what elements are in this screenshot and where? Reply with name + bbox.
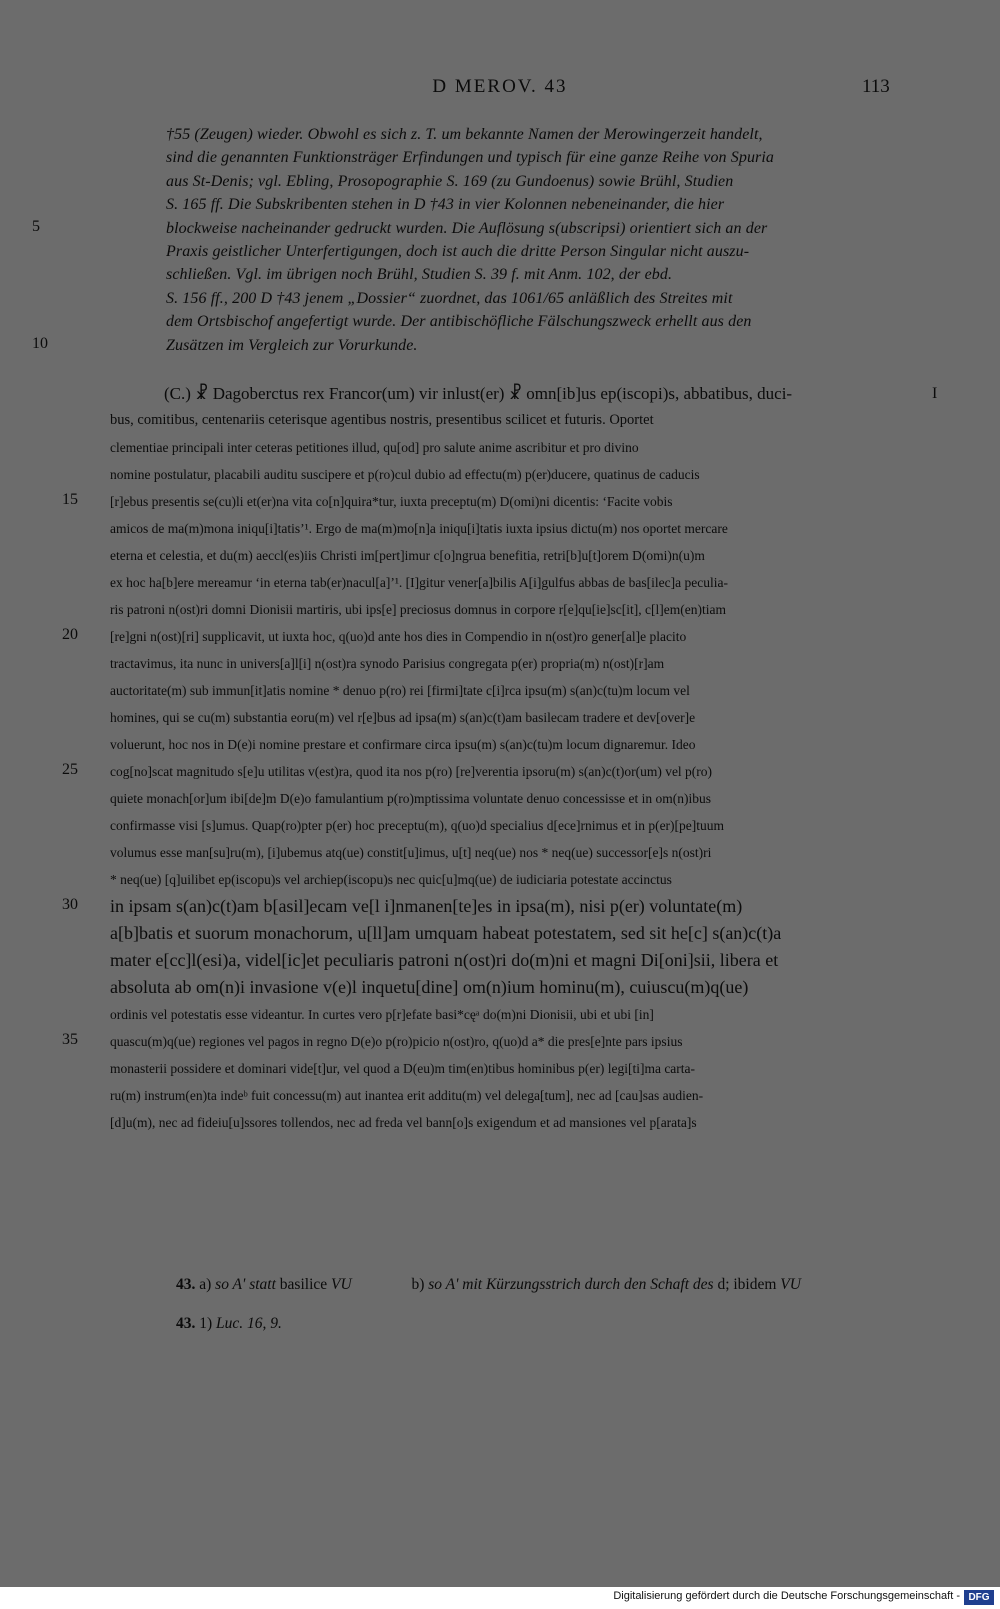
- charter-line: bus, comitibus, centenariis ceterisque agentibus nostris, presentibus scilicet et futuris. Oportet: [110, 412, 654, 428]
- charter-line: voluerunt, hoc nos in D(e)i nomine prestare et confirmare circa ipsu(m) s(an)c(tu)m locum dignaremur. Ideo: [110, 737, 696, 752]
- line-number: 5: [32, 217, 40, 235]
- line-number: 20: [62, 626, 78, 643]
- line-number: 30: [62, 896, 78, 913]
- charter-line: homines, qui se cu(m) substantia eoru(m) vel r[e]bus ad ipsa(m) s(an)c(t)am basilecam tradere et dev[over]e: [110, 710, 696, 725]
- running-title: D MEROV. 43: [432, 76, 568, 97]
- footnote-b-text: d; ibidem: [717, 1276, 777, 1293]
- commentary-line: aus St-Denis; vgl. Ebling, Prosopographie S. 169 (zu Gundoenus) sowie Brühl, Studien: [166, 172, 734, 190]
- charter-line: nomine postulatur, placabili auditu suscipere et p(ro)cul dubio ad effectu(m) p(er)ducere, quatinus de caducis: [110, 467, 700, 482]
- footnote-letter-b: b): [411, 1276, 425, 1293]
- charter-line: cog[no]scat magnitudo s[e]u utilitas v(est)ra, quod ita nos p(ro) [re]verentia ipsoru(m) s(an)c(t)or(um) vel p(ro): [110, 764, 713, 779]
- credit-bar: [0, 1587, 1000, 1609]
- footnote-a-witness: VU: [331, 1276, 352, 1293]
- commentary-line: Praxis geistlicher Unterfertigungen, doch ist auch die dritte Person Singular nicht auszu-: [166, 243, 750, 260]
- charter-line: confirmasse visi [s]umus. Quap(ro)pter p(er) hoc preceptu(m), q(uo)d specialius d[ece]rnimus et in p(er)[pe]tuum: [110, 818, 725, 833]
- footnote-b-witness: VU: [780, 1276, 801, 1293]
- charter-line: mater e[cc]l(esi)a, videl[ic]et peculiaris patroni n(ost)ri do(m)ni et magni Di[oni]sii, libera et: [110, 950, 779, 970]
- line-number: 15: [62, 491, 78, 508]
- credit-text: Digitalisierung gefördert durch die Deutsche Forschungsgemeinschaft -: [613, 1590, 960, 1602]
- margin-mark: I: [932, 385, 938, 402]
- footnote-source-text: Luc. 16, 9.: [216, 1315, 282, 1332]
- charter-line: eterna et celestia, et du(m) aeccl(es)iis Christi im[pert]imur c[o]ngrua benefitia, retri[b]u[t]orem D(omi)n(u)m: [110, 548, 705, 563]
- footnote-b-italic: so A' mit Kürzungsstrich durch den Schaft des: [428, 1276, 714, 1293]
- charter-line: [r]ebus presentis se(cu)li et(er)na vita co[n]quira*tur, iuxta preceptu(m) D(omi)ni dicentis: ‘Facite vobis: [110, 494, 673, 509]
- charter-line: clementiae principali inter ceteras petitiones illud, qu[od] pro salute anime ascribitur et pro divino: [110, 440, 639, 455]
- charter-line: quascu(m)q(ue) regiones vel pagos in regno D(e)o p(ro)picio n(ost)ro, q(uo)d a* die pres[e]nte pars ipsius: [110, 1034, 683, 1049]
- commentary-line: Zusätzen im Vergleich zur Vorurkunde.: [166, 336, 418, 354]
- line-number: 10: [32, 334, 48, 352]
- charter-line: monasterii possidere et dominari vide[t]ur, vel quod a D(eu)m tim(en)tibus hominibus p(er) legi[ti]ma carta-: [110, 1061, 696, 1076]
- footnote-label: 43.: [176, 1276, 196, 1293]
- charter-line: in ipsam s(an)c(t)am b[asil]ecam ve[l i]nmanen[te]es in ipsa(m), nisi p(er) voluntate(m): [110, 896, 743, 916]
- commentary-line: dem Ortsbischof angefertigt wurde. Der antibischöfliche Fälschungszweck erhellt aus den: [166, 313, 752, 331]
- footnote-number: 1): [199, 1315, 213, 1332]
- charter-line: * neq(ue) [q]uilibet ep(iscopu)s vel archiep(iscopu)s nec quic[u]mq(ue) de iudiciaria potestate accinctus: [110, 872, 672, 887]
- footnote-a-text: basilice: [279, 1276, 328, 1293]
- commentary-line: †55 (Zeugen) wieder. Obwohl es sich z. T. um bekannte Namen der Merowingerzeit handelt,: [166, 126, 763, 143]
- footnote-letter-a: a): [199, 1276, 212, 1293]
- footnote-label: 43.: [176, 1315, 196, 1332]
- commentary-line: sind die genannten Funktionsträger Erfindungen und typisch für eine ganze Reihe von Spuria: [166, 149, 775, 167]
- charter-line: quiete monach[or]um ibi[de]m D(e)o famulantium p(ro)mptissima voluntate denuo concessisse et in om(n)ibus: [110, 791, 711, 806]
- charter-line: [re]gni n(ost)[ri] supplicavit, ut iuxta hoc, q(uo)d ante hos dies in Compendio in n(ost)ro gener[al]e placito: [110, 629, 687, 644]
- charter-line: auctoritate(m) sub immun[it]atis nomine * denuo p(ro) rei [firmi]tate c[i]rca ipsu(m) s(an)c(tu)m locum vel: [110, 683, 690, 698]
- dfg-logo: DFG: [964, 1590, 994, 1605]
- charter-line: tractavimus, ita nunc in univers[a]l[i] n(ost)ra synodo Parisius congregata p(er) propria(m) n(ost)[r]am: [110, 656, 665, 671]
- line-number: 35: [62, 1031, 78, 1048]
- charter-line: a[b]batis et suorum monachorum, u[ll]am umquam habeat potestatem, sed sit he[c] s(an)c(t)a: [110, 923, 782, 943]
- line-number: 25: [62, 761, 78, 778]
- charter-line: [d]u(m), nec ad fideiu[u]ssores tollendos, nec ad freda vel bann[o]s exigendum et ad mansiones vel p[arata]s: [110, 1115, 697, 1130]
- charter-line: ris patroni n(ost)ri domni Dionisii martiris, ubi ips[e] preciosus domnus in corpore r[e]qu[ie]sc[it], c[l]em(en)tiam: [110, 602, 726, 617]
- footnote-variants: [176, 1276, 801, 1294]
- running-head: [0, 76, 1000, 100]
- footnote-a-italic: so A' statt: [215, 1276, 276, 1293]
- charter-line: volumus esse man[su]ru(m), [i]ubemus atq(ue) constit[u]imus, u[t] neq(ue) nos * neq(ue) successor[e]s n(ost)ri: [110, 845, 712, 860]
- charter-line: ordinis vel potestatis esse videantur. In curtes vero p[r]efate basi*cęᵃ do(m)ni Dionisii, ubi et ubi [in]: [110, 1007, 654, 1022]
- page-number: 113: [862, 76, 890, 97]
- commentary-line: schließen. Vgl. im übrigen noch Brühl, Studien S. 39 f. mit Anm. 102, der ebd.: [166, 266, 673, 284]
- charter-line: ru(m) instrum(en)ta indeᵇ fuit concessu(m) aut inantea erit additu(m) vel delega[tum], nec ad [cau]sas audien-: [110, 1088, 704, 1103]
- commentary-line: blockweise nacheinander gedruckt wurden. Die Auflösung s(ubscripsi) orientiert sich an der: [166, 219, 768, 237]
- charter-line: ex hoc ha[b]ere mereamur ‘in eterna tab(er)nacul[a]’¹. [I]gitur vener[a]bilis A[i]gulfus abbas de bas[ilec]a peculia-: [110, 575, 728, 590]
- charter-line: amicos de ma(m)mona iniqu[i]tatis’¹. Ergo de ma(m)mo[n]a iniqu[i]tatis iuxta ipsius dictu(m) nos oportet mercare: [110, 521, 728, 536]
- charter-line: absoluta ab om(n)i invasione v(e)l inquetu[dine] om(n)ium hominu(m), cuiuscu(m)q(ue): [110, 977, 749, 997]
- charter-line: (C.) ☧ Dagoberctus rex Francor(um) vir inlust(er) ☧ omn[ib]us ep(iscopi)s, abbatibus, duci-: [164, 384, 793, 403]
- commentary-line: S. 156 ff., 200 D †43 jenem „Dossier“ zuordnet, das 1061/65 anläßlich des Streites mit: [166, 289, 733, 307]
- commentary-line: S. 165 ff. Die Subskribenten stehen in D †43 in vier Kolonnen nebeneinander, die hier: [166, 196, 725, 214]
- footnote-sources: [176, 1315, 282, 1333]
